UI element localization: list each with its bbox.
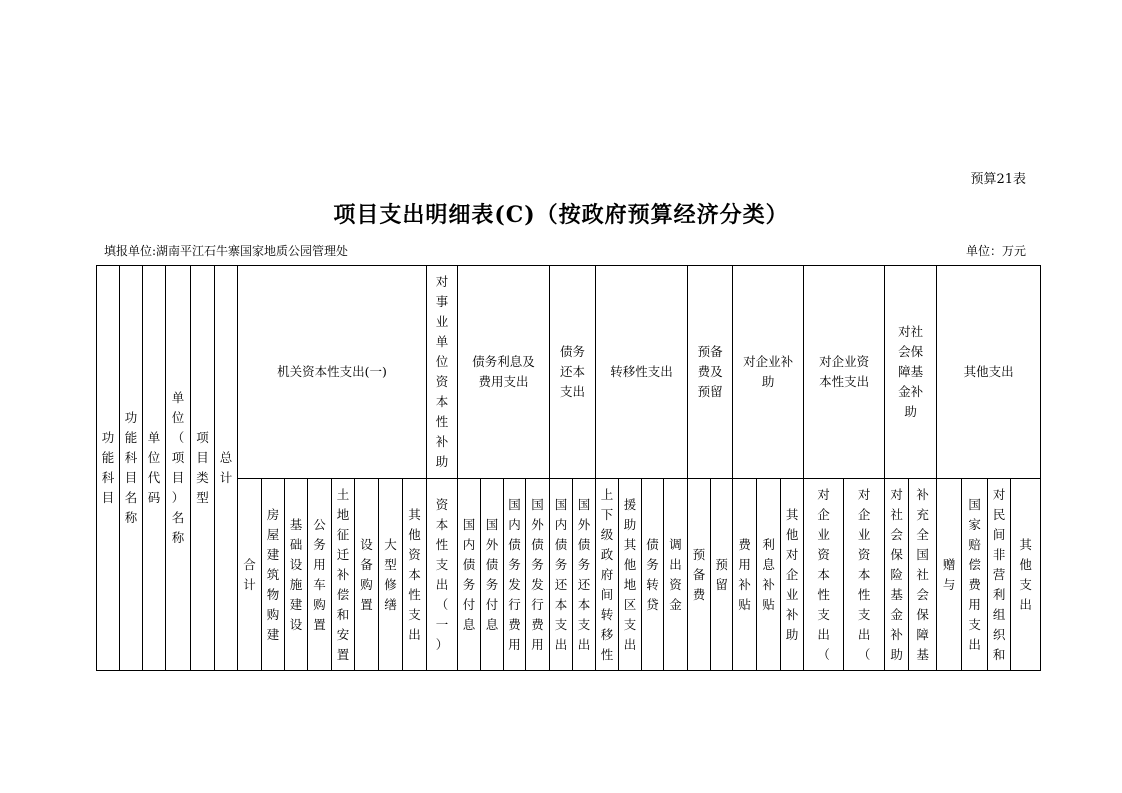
col-project-type: 项 目 类 型 bbox=[191, 266, 215, 671]
sub-enterprise-capital-a: 对 企 业 资 本 性 支 出 （ bbox=[804, 479, 844, 671]
currency-unit: 单位：万元 bbox=[965, 244, 1026, 258]
sub-infrastructure: 基 础 设 施 建 设 bbox=[285, 479, 308, 671]
sub-foreign-principal: 国 外 债 务 还 本 支 出 bbox=[573, 479, 596, 671]
sub-repair: 大 型 修 缮 bbox=[379, 479, 403, 671]
sub-foreign-issue-fee: 国 外 债 务 发 行 费 用 bbox=[526, 479, 550, 671]
sub-aid-other-region: 援 助 其 他 地 区 支 出 bbox=[619, 479, 642, 671]
sub-capital-one: 资 本 性 支 出 （ 一 ） bbox=[427, 479, 458, 671]
group-reserve: 预备 费及 预留 bbox=[688, 266, 733, 479]
sub-other-expenditure: 其 他 支 出 bbox=[1011, 479, 1041, 671]
col-unit-code: 单 位 代 码 bbox=[143, 266, 166, 671]
group-social-security: 对社 会保 障基 金补 助 bbox=[885, 266, 937, 479]
sub-domestic-principal: 国 内 债 务 还 本 支 出 bbox=[550, 479, 573, 671]
sub-domestic-issue-fee: 国 内 债 务 发 行 费 用 bbox=[504, 479, 526, 671]
col-func-subject: 功 能 科 目 bbox=[97, 266, 120, 671]
sub-interest-subsidy: 利 息 补 贴 bbox=[757, 479, 781, 671]
sub-other-capital: 其 他 资 本 性 支 出 bbox=[403, 479, 427, 671]
col-total: 总 计 bbox=[215, 266, 238, 671]
group-enterprise-subsidy: 对企业补 助 bbox=[733, 266, 804, 479]
sub-vehicle: 公 务 用 车 购 置 bbox=[308, 479, 332, 671]
sub-state-compensation: 国 家 赔 偿 费 用 支 出 bbox=[962, 479, 988, 671]
group-public-unit-capital: 对 事 业 单 位 资 本 性 补 助 bbox=[427, 266, 458, 479]
sub-enterprise-capital-b: 对 企 业 资 本 性 支 出 （ bbox=[844, 479, 885, 671]
sub-funds-out: 调 出 资 金 bbox=[664, 479, 688, 671]
expenditure-table bbox=[96, 265, 1041, 671]
col-func-name: 功 能 科 目 名 称 bbox=[120, 266, 143, 671]
group-debt-principal: 债务 还本 支出 bbox=[550, 266, 596, 479]
sub-subtotal: 合 计 bbox=[238, 479, 262, 671]
group-enterprise-capital: 对企业资 本性支出 bbox=[804, 266, 885, 479]
sub-retained: 预 留 bbox=[711, 479, 733, 671]
sub-national-social-security: 补 充 全 国 社 会 保 障 基 bbox=[909, 479, 937, 671]
group-debt-interest: 债务利息及 费用支出 bbox=[458, 266, 550, 479]
sub-social-insurance-fund: 对 社 会 保 险 基 金 补 助 bbox=[885, 479, 909, 671]
col-unit-project-name: 单 位 （ 项 目 ） 名 称 bbox=[166, 266, 191, 671]
group-org-capital: 机关资本性支出(一) bbox=[238, 266, 427, 479]
sub-land: 土 地 征 迁 补 偿 和 安 置 bbox=[332, 479, 355, 671]
sub-building: 房 屋 建 筑 物 购 建 bbox=[262, 479, 285, 671]
page-title: 项目支出明细表(C)（按政府预算经济分类） bbox=[333, 202, 789, 228]
sub-expense-subsidy: 费 用 补 贴 bbox=[733, 479, 757, 671]
group-transfer: 转移性支出 bbox=[596, 266, 688, 479]
form-number: 预算21表 bbox=[970, 172, 1026, 187]
sub-gift: 赠 与 bbox=[937, 479, 962, 671]
sub-reserve-fee: 预 备 费 bbox=[688, 479, 711, 671]
group-other: 其他支出 bbox=[937, 266, 1041, 479]
sub-foreign-interest: 国 外 债 务 付 息 bbox=[481, 479, 504, 671]
sub-intergov-transfer: 上 下 级 政 府 间 转 移 性 bbox=[596, 479, 619, 671]
sub-debt-onlend: 债 务 转 贷 bbox=[642, 479, 664, 671]
reporting-unit: 填报单位:湖南平江石牛寨国家地质公园管理处 bbox=[104, 244, 349, 258]
sub-equipment: 设 备 购 置 bbox=[355, 479, 379, 671]
sub-domestic-interest: 国 内 债 务 付 息 bbox=[458, 479, 481, 671]
sub-other-enterprise-subsidy: 其 他 对 企 业 补 助 bbox=[781, 479, 804, 671]
sub-nonprofit: 对 民 间 非 营 利 组 织 和 bbox=[988, 479, 1011, 671]
